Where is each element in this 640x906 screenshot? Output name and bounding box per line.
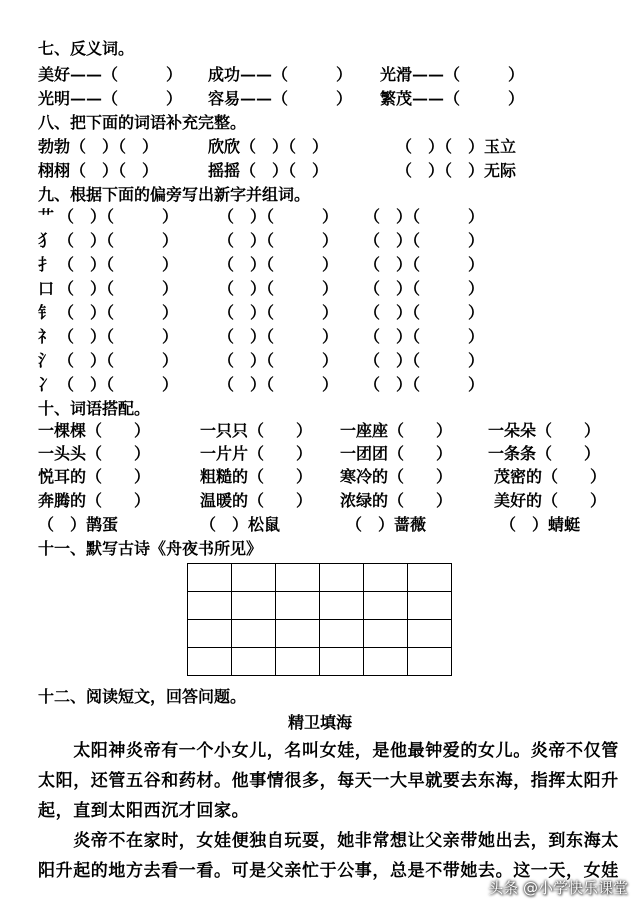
grid-cell[interactable] — [276, 648, 320, 676]
radical-row — [0, 230, 640, 252]
grid-cell[interactable] — [408, 592, 452, 620]
match-item: 一团团（ ） — [340, 444, 453, 463]
radical-blank: （ ）（ ） — [364, 207, 485, 226]
radical-blank: （ ）（ ） — [218, 231, 339, 250]
passage-body — [38, 736, 628, 886]
match-item: 浓绿的（ ） — [340, 491, 453, 510]
grid-cell[interactable] — [232, 564, 276, 592]
antonym-item: 繁茂——（ ） — [380, 89, 525, 108]
radical-row — [0, 350, 640, 372]
radical-label: 礻 — [38, 327, 55, 346]
match-item: 一座座（ ） — [340, 421, 453, 440]
radical-blank: （ ）（ ） — [364, 231, 485, 250]
radical-row — [0, 326, 640, 348]
radical-blank: （ ）（ ） — [364, 375, 485, 394]
radical-blank: （ ）（ ） — [364, 327, 485, 346]
radical-blank: （ ）（ ） — [218, 255, 339, 274]
radical-blank: （ ）（ ） — [364, 279, 485, 298]
idiom-item: 欣欣（ ）（ ） — [208, 137, 329, 156]
grid-cell[interactable] — [232, 648, 276, 676]
watermark: 头条 @小学快乐课堂 — [488, 879, 628, 897]
match-item: 悦耳的（ ） — [38, 467, 151, 486]
passage-line: 太阳，还管五谷和药材。他事情很多，每天一大早就要去东海，指挥太阳升 — [38, 771, 619, 791]
radical-row — [0, 254, 640, 276]
radical-blank: （ ）（ ） — [364, 351, 485, 370]
radical-label: 犭 — [38, 231, 55, 250]
antonym-item: 光明——（ ） — [38, 89, 183, 108]
idiom-item: （ ）（ ）玉立 — [396, 137, 517, 156]
section-7-heading: 七、反义词。 — [38, 39, 135, 58]
match-item: 温暖的（ ） — [200, 491, 313, 510]
grid-cell[interactable] — [188, 648, 232, 676]
idiom-row — [0, 136, 640, 158]
radical-blank: （ ）（ ） — [218, 375, 339, 394]
section-11-heading: 十一、默写古诗《舟夜书所见》 — [38, 539, 263, 558]
idiom-item: （ ）（ ）无际 — [396, 161, 517, 180]
match-item: （ ）蜻蜓 — [500, 515, 581, 534]
radical-blank: （ ）（ ） — [58, 207, 179, 226]
grid-cell[interactable] — [276, 620, 320, 648]
radical-row — [0, 206, 640, 228]
poem-writing-grid — [187, 563, 452, 676]
section-8-heading: 八、把下面的词语补充完整。 — [38, 113, 247, 132]
section-12-heading: 十二、阅读短文，回答问题。 — [38, 687, 247, 706]
match-row — [0, 514, 640, 536]
radical-blank: （ ）（ ） — [58, 375, 179, 394]
grid-cell[interactable] — [408, 620, 452, 648]
grid-cell[interactable] — [364, 592, 408, 620]
radical-row — [0, 374, 640, 396]
grid-cell[interactable] — [188, 564, 232, 592]
radical-blank: （ ）（ ） — [58, 231, 179, 250]
section-10-heading: 十、词语搭配。 — [38, 399, 151, 418]
match-item: 粗糙的（ ） — [200, 467, 313, 486]
radical-blank: （ ）（ ） — [58, 351, 179, 370]
grid-cell[interactable] — [320, 592, 364, 620]
grid-cell[interactable] — [276, 592, 320, 620]
radical-blank: （ ）（ ） — [218, 207, 339, 226]
radical-blank: （ ）（ ） — [364, 255, 485, 274]
match-item: 一条条（ ） — [488, 444, 601, 463]
match-item: 一棵棵（ ） — [38, 421, 151, 440]
antonym-row — [0, 64, 640, 86]
idiom-item: 栩栩（ ）（ ） — [38, 161, 159, 180]
match-item: 奔腾的（ ） — [38, 491, 151, 510]
grid-cell[interactable] — [232, 620, 276, 648]
radical-blank: （ ）（ ） — [58, 255, 179, 274]
match-item: 寒冷的（ ） — [340, 467, 453, 486]
idiom-item: 勃勃（ ）（ ） — [38, 137, 159, 156]
radical-row — [0, 302, 640, 324]
passage-line: 炎帝不在家时，女娃便独自玩耍，她非常想让父亲带她出去，到东海太 — [38, 831, 619, 851]
section-9-heading: 九、根据下面的偏旁写出新字并组词。 — [38, 185, 311, 204]
antonym-row — [0, 88, 640, 110]
grid-cell[interactable] — [232, 592, 276, 620]
radical-blank: （ ）（ ） — [58, 279, 179, 298]
match-row — [0, 443, 640, 465]
radical-label: 扌 — [38, 255, 55, 274]
antonym-item: 容易——（ ） — [208, 89, 353, 108]
grid-cell[interactable] — [320, 564, 364, 592]
radical-blank: （ ）（ ） — [218, 303, 339, 322]
radical-label: 钅 — [38, 303, 55, 322]
radical-blank: （ ）（ ） — [218, 327, 339, 346]
grid-cell[interactable] — [320, 620, 364, 648]
match-row — [0, 420, 640, 442]
passage-line: 太阳神炎帝有一个小女儿，名叫女娃，是他最钟爱的女儿。炎帝不仅管 — [38, 741, 619, 761]
passage-line: 阳升起的地方去看一看。可是父亲忙于公事，总是不带她去。这一天，女娃 — [38, 861, 619, 881]
match-item: 一朵朵（ ） — [488, 421, 601, 440]
antonym-item: 光滑——（ ） — [380, 65, 525, 84]
match-item: 一片片（ ） — [200, 444, 313, 463]
passage-title: 精卫填海 — [287, 713, 352, 732]
radical-label: 口 — [38, 279, 55, 298]
radical-label: 氵 — [38, 351, 55, 370]
radical-blank: （ ）（ ） — [218, 279, 339, 298]
antonym-item: 美好——（ ） — [38, 65, 183, 84]
grid-cell[interactable] — [408, 648, 452, 676]
grid-cell[interactable] — [364, 648, 408, 676]
grid-cell[interactable] — [364, 564, 408, 592]
radical-label: 艹 — [38, 207, 55, 226]
radical-blank: （ ）（ ） — [58, 327, 179, 346]
grid-cell[interactable] — [408, 564, 452, 592]
match-item: （ ）蔷薇 — [346, 515, 427, 534]
match-item: 美好的（ ） — [494, 491, 607, 510]
radical-row — [0, 278, 640, 300]
radical-blank: （ ）（ ） — [218, 351, 339, 370]
grid-cell[interactable] — [276, 564, 320, 592]
match-item: 一头头（ ） — [38, 444, 151, 463]
grid-cell[interactable] — [320, 648, 364, 676]
match-item: 一只只（ ） — [200, 421, 313, 440]
antonym-item: 成功——（ ） — [208, 65, 353, 84]
match-row — [0, 466, 640, 488]
idiom-row — [0, 160, 640, 182]
grid-cell[interactable] — [188, 620, 232, 648]
idiom-item: 摇摇（ ）（ ） — [208, 161, 329, 180]
grid-cell[interactable] — [364, 620, 408, 648]
grid-cell[interactable] — [188, 592, 232, 620]
match-item: （ ）鹊蛋 — [38, 515, 119, 534]
match-row — [0, 490, 640, 512]
radical-label: 冫 — [38, 375, 55, 394]
match-item: 茂密的（ ） — [494, 467, 607, 486]
passage-line: 起，直到太阳西沉才回家。 — [38, 801, 250, 821]
radical-blank: （ ）（ ） — [58, 303, 179, 322]
match-item: （ ）松鼠 — [200, 515, 281, 534]
radical-blank: （ ）（ ） — [364, 303, 485, 322]
